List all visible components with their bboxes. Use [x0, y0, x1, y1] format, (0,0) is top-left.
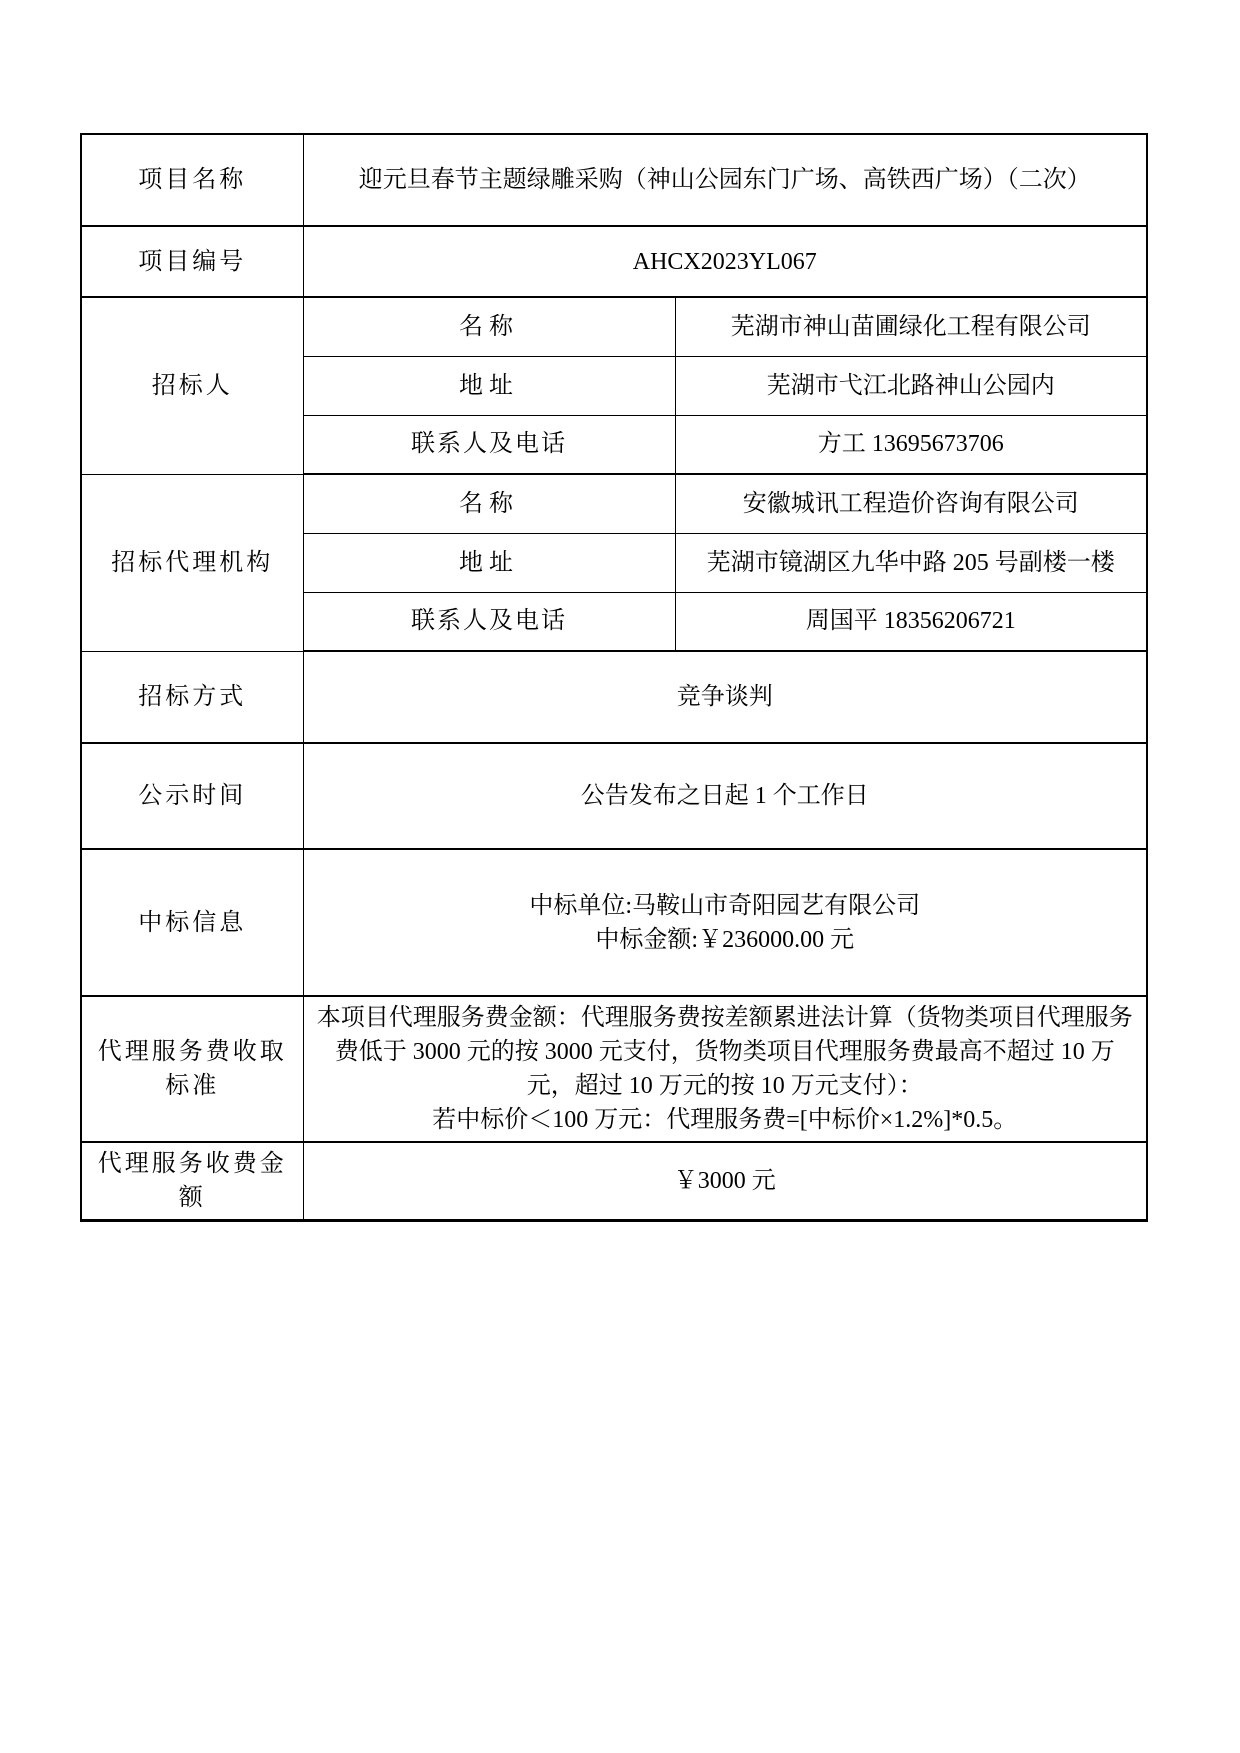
- award-info-label: 中标信息: [81, 849, 303, 996]
- tenderer-label: 招标人: [81, 297, 303, 474]
- award-amount-line: 中标金额:￥236000.00 元: [595, 926, 855, 953]
- project-code-value: AHCX2023YL067: [303, 226, 1147, 297]
- publicity-period-value: 公告发布之日起 1 个工作日: [303, 743, 1147, 849]
- fee-standard-label: 代理服务费收取标准: [81, 996, 303, 1142]
- row-fee-amount: [81, 1142, 1147, 1221]
- row-publicity-period: [81, 743, 1147, 849]
- tenderer-name-label: 名称: [303, 297, 675, 356]
- row-project-name: [81, 134, 1147, 226]
- agency-contact-label: 联系人及电话: [303, 592, 675, 651]
- row-project-code: [81, 226, 1147, 297]
- agency-contact-value: 周国平 18356206721: [675, 592, 1147, 651]
- agency-address-label: 地址: [303, 533, 675, 592]
- tenderer-address-value: 芜湖市弋江北路神山公园内: [675, 356, 1147, 415]
- agency-label: 招标代理机构: [81, 474, 303, 651]
- project-name-value: 迎元旦春节主题绿雕采购（神山公园东门广场、高铁西广场）（二次）: [303, 134, 1147, 226]
- fee-standard-value: [303, 996, 1147, 1142]
- agency-address-value: 芜湖市镜湖区九华中路 205 号副楼一楼: [675, 533, 1147, 592]
- agency-name-label: 名称: [303, 474, 675, 533]
- award-info-value: [303, 849, 1147, 996]
- project-name-label: 项目名称: [81, 134, 303, 226]
- publicity-period-label: 公示时间: [81, 743, 303, 849]
- tenderer-name-value: 芜湖市神山苗圃绿化工程有限公司: [675, 297, 1147, 356]
- row-fee-standard: [81, 996, 1147, 1142]
- tender-result-table: [80, 133, 1148, 1222]
- row-tenderer-name: [81, 297, 1147, 356]
- fee-amount-value: ￥3000 元: [303, 1142, 1147, 1221]
- method-label: 招标方式: [81, 651, 303, 743]
- row-agency-name: [81, 474, 1147, 533]
- tenderer-contact-value: 方工 13695673706: [675, 415, 1147, 474]
- tenderer-address-label: 地址: [303, 356, 675, 415]
- method-value: 竞争谈判: [303, 651, 1147, 743]
- row-award-info: [81, 849, 1147, 996]
- fee-standard-formula: 若中标价＜100 万元：代理服务费=[中标价×1.2%]*0.5。: [432, 1107, 1018, 1133]
- award-winner-line: 中标单位:马鞍山市奇阳园艺有限公司: [529, 892, 921, 919]
- project-code-label: 项目编号: [81, 226, 303, 297]
- tenderer-contact-label: 联系人及电话: [303, 415, 675, 474]
- row-method: [81, 651, 1147, 743]
- fee-amount-label: 代理服务收费金额: [81, 1142, 303, 1221]
- agency-name-value: 安徽城讯工程造价咨询有限公司: [675, 474, 1147, 533]
- fee-standard-paragraph: 本项目代理服务费金额：代理服务费按差额累进法计算（货物类项目代理服务费低于 3000 元的按 3000 元支付，货物类项目代理服务费最高不超过 10 万元，超过 10 万元的按 10 万元支付）：: [316, 1005, 1133, 1099]
